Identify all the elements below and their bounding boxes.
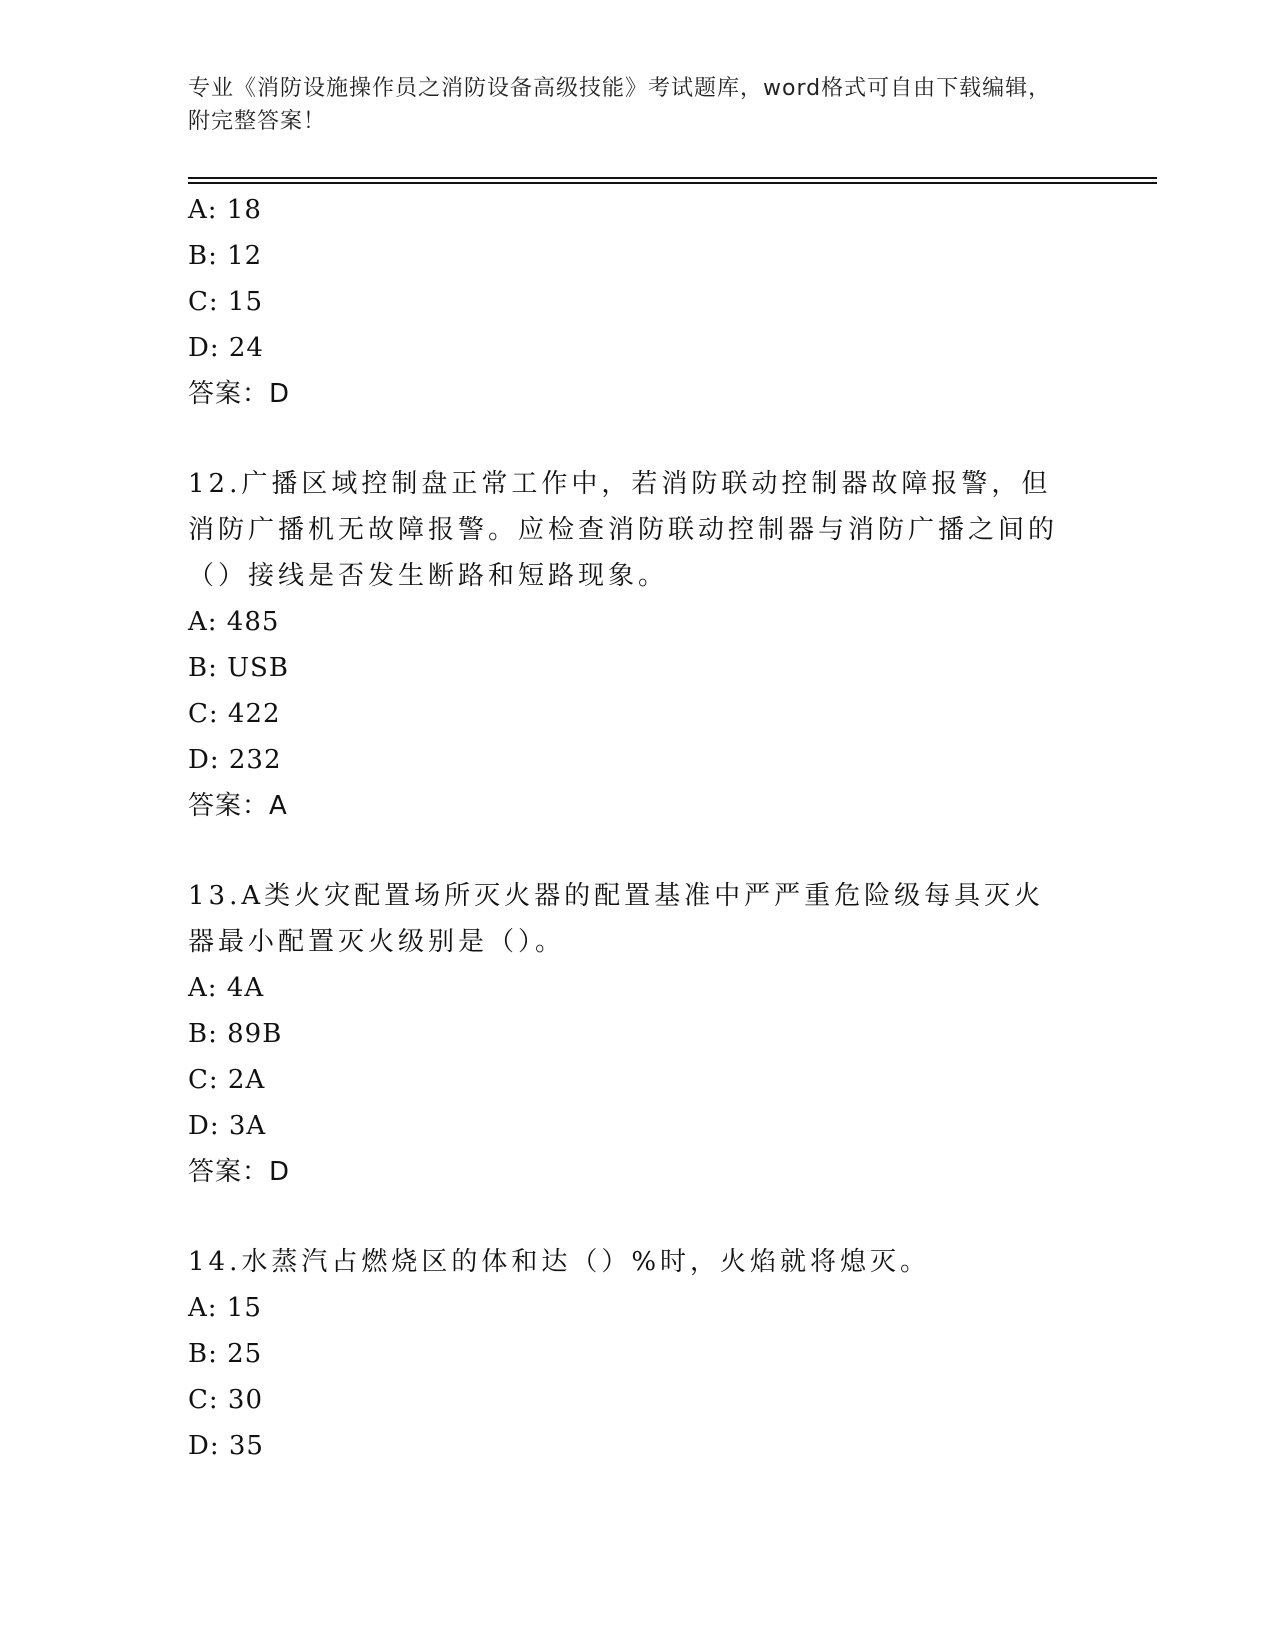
question-11 [188, 187, 1088, 417]
option-b: B: USB [188, 653, 289, 683]
question-text: 14.水蒸汽占燃烧区的体和达（）%时，火焰就将熄灭。 [188, 1247, 931, 1277]
spacer [188, 829, 1088, 873]
answer: 答案：A [188, 791, 288, 821]
option-a: A: 4A [188, 973, 265, 1003]
question-13 [188, 873, 1088, 1195]
option-d: D: 232 [188, 745, 282, 775]
answer: 答案：D [188, 1157, 291, 1187]
spacer [188, 1195, 1088, 1239]
option-d: D: 3A [188, 1111, 267, 1141]
header-divider-top [188, 177, 1157, 179]
question-14 [188, 1239, 1088, 1469]
option-c: C: 422 [188, 699, 281, 729]
option-c: C: 15 [188, 287, 264, 317]
option-b: B: 89B [188, 1019, 283, 1049]
option-a: A: 15 [188, 1293, 262, 1323]
spacer [188, 417, 1088, 461]
option-d: D: 24 [188, 333, 264, 363]
option-a: A: 18 [188, 195, 262, 225]
option-c: C: 2A [188, 1065, 266, 1095]
question-text: 12.广播区域控制盘正常工作中，若消防联动控制器故障报警，但消防广播机无故障报警。应检查消防联动控制器与消防广播之间的（）接线是否发生断路和短路现象。 [188, 469, 1059, 591]
header-divider-bottom [188, 182, 1157, 184]
document-header: 专业《消防设施操作员之消防设备高级技能》考试题库，word格式可自由下载编辑，附完整答案！ [188, 76, 1052, 134]
option-b: B: 12 [188, 241, 263, 271]
question-text: 13.A类火灾配置场所灭火器的配置基准中严严重危险级每具灭火器最小配置灭火级别是（）。 [188, 881, 1045, 957]
option-d: D: 35 [188, 1431, 264, 1461]
question-list [188, 187, 1088, 1469]
option-a: A: 485 [188, 607, 280, 637]
option-b: B: 25 [188, 1339, 263, 1369]
option-c: C: 30 [188, 1385, 264, 1415]
answer: 答案：D [188, 379, 291, 409]
question-12 [188, 461, 1088, 829]
